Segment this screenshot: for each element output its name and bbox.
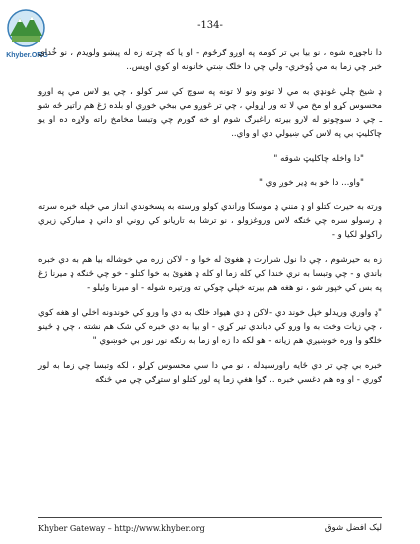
paragraph: دا ناجوړه شوه ، نو بيا بي تر کومه په اوږو ګرځوم - او يا که چرته زه له پيښو ولويدم ، نو خُداي خبر چي زما به مي ډُوخري- ولي چي دا خلګ ښتي خانونه او کوي اويس.. [38, 48, 382, 72]
page-body [38, 46, 382, 398]
footer-author: ليک افضل شوق [324, 523, 382, 533]
paragraph: ډ شيخ چلي غونډي به مي لا تونو ونو لا تونه په سوچ کي سر کولو ، چي يو لاس مي په اوږو محسوس کړو او مخ مي لا ته ور اړولي ، چي تر غوږو مي ببخي خوږي او بلده ژغ هم راتير ځه شو ـ چي د سوچونو له لارو بيرته راغبرګ شوم او خه ګورم چي وتبسا مخامخ راته ولاړه ده او يو چاکليټ بي په لاس کي ښيولي دي او واي.. [38, 87, 382, 139]
logo-text: Khyber.ORG [6, 52, 48, 59]
footer-source: Khyber Gateway – http://www.khyber.org [38, 524, 205, 533]
paragraph: خبره بي چي تر دي ځايه راورسيدله ، نو مي دا سي محسوس کړلو ، لکه وتبسا چي زما به لور ګوري - او وه هم دغسي خبره .. ګوا هغې زما په لور کتلو او ستړګي چي مي څنګه [38, 361, 382, 385]
dialogue-line: "دا واخله چاکليټ شوقه " [273, 154, 364, 164]
page-number: -134- [197, 20, 223, 31]
paragraph: ورته به حيرت کتلو او ډ منني ډ موسکا وراندي کولو ورسته به پسخوندي انداز مي خپله خبره سرته ډ رسولو سره چي څنګه لاس وروغزولو ، نو ترشا به تاريانو کي روني او داني ډ مبارکي زيري راکولو لکيا و - [38, 202, 382, 240]
paragraph: زه به حيرشوم ، چي دا نول شرارت ډ هغوئ له خوا و - لاکن زره مي خوشاله بيا هم به دي خبره باندي و - چي وتبسا به نري خندا کي کله زما او کله ډ هغوئ به خوا کتلو - خو چي څنګه ډ ميرنا ژغ په بس کي خپور شو ، نو هغه هم بيرته خپلي چوکي ته ورتيره شوله - او ميرنا وئيلو - [38, 255, 382, 293]
dialogue-line: "واو... دا خو به ډير خوږ وي " [258, 178, 364, 188]
footer-divider [38, 517, 382, 518]
paragraph: "ډ واوري وريدلو خپل خوند دي -لاکن ډ دي هيواد خلګ به دي وا ورو کي خوندونه اخلي او هغه کوي ، چي زيات وخت به وا ورو کي دباندي تير کړي - او بيا به دي خبره کي شک هم نشته ، چي ډ څينو خلګو وا وره خوښيږي هم زيانه - هو لکه دا زه او زما به رنګه نور نور بي خوښوي " [38, 308, 382, 346]
